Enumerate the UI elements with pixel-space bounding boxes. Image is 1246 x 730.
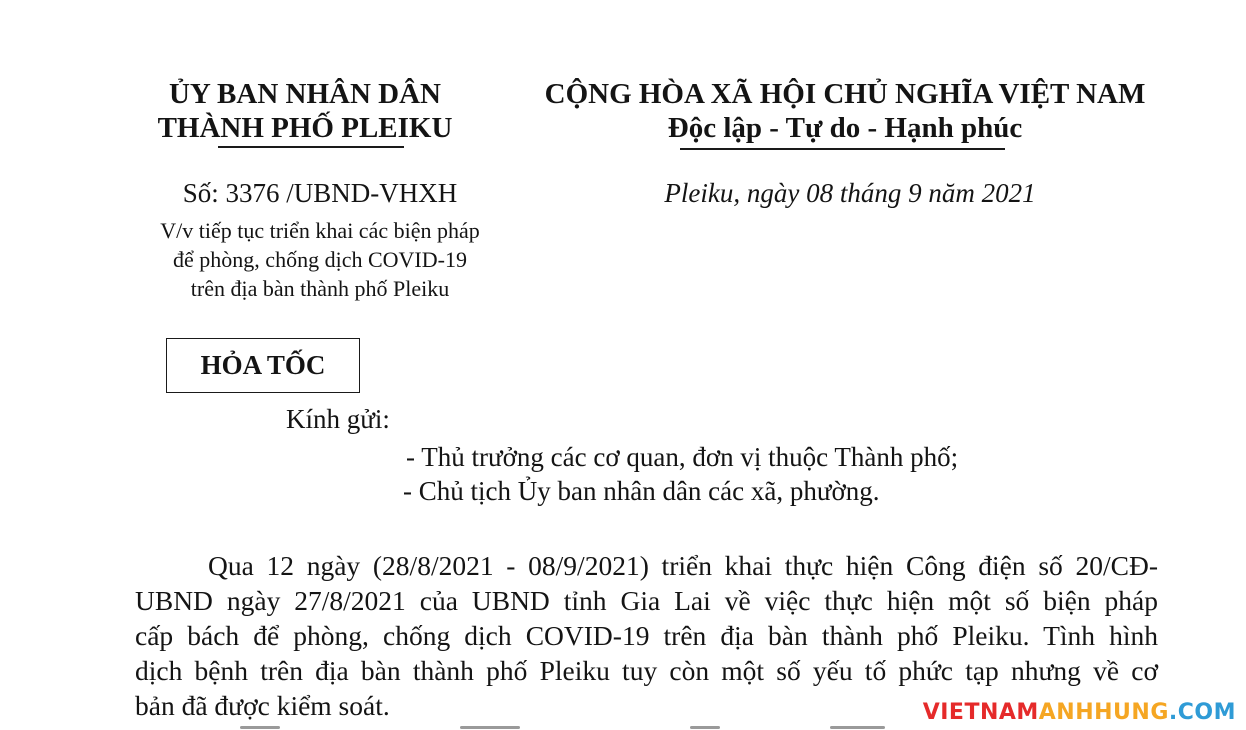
watermark-part3: .COM <box>1168 700 1236 725</box>
issuing-org-underline <box>218 146 404 148</box>
urgency-stamp: HỎA TỐC <box>166 338 360 393</box>
watermark-part1: VIETNAM <box>922 700 1039 725</box>
recipient-item: - Chủ tịch Ủy ban nhân dân các xã, phường. <box>403 476 880 506</box>
issuing-org-line2: THÀNH PHỐ PLEIKU <box>157 112 453 144</box>
document-subject <box>130 216 510 303</box>
body-line-last: bản đã được kiểm soát. <box>135 690 390 721</box>
subject-line: V/v tiếp tục triển khai các biện pháp <box>160 218 480 243</box>
place-and-date: Pleiku, ngày 08 tháng 9 năm 2021 <box>664 178 1036 208</box>
document-number: Số: 3376 /UBND-VHXH <box>182 178 458 208</box>
body-line: cấp bách để phòng, chống dịch COVID-19 trên địa bàn thành phố Pleiku. Tình hình <box>135 620 1158 651</box>
body-line: UBND ngày 27/8/2021 của UBND tỉnh Gia Lai về việc thực hiện một số biện pháp <box>135 585 1158 616</box>
greeting: Kính gửi: <box>286 404 390 434</box>
body-line: dịch bệnh trên địa bàn thành phố Pleiku tuy còn một số yếu tố phức tạp nhưng về cơ <box>135 655 1158 686</box>
watermark-logo <box>923 700 1236 725</box>
issuing-org-line1: ỦY BAN NHÂN DÂN <box>168 78 441 110</box>
watermark-part2: ANHHUNG <box>1038 700 1169 725</box>
national-title: CỘNG HÒA XÃ HỘI CHỦ NGHĨA VIỆT NAM <box>544 78 1146 110</box>
body-line: Qua 12 ngày (28/8/2021 - 08/9/2021) triển khai thực hiện Công điện số 20/CĐ- <box>208 550 1158 581</box>
subject-line: trên địa bàn thành phố Pleiku <box>190 276 450 301</box>
recipient-item: - Thủ trưởng các cơ quan, đơn vị thuộc Thành phố; <box>406 442 959 472</box>
national-motto: Độc lập - Tự do - Hạnh phúc <box>667 112 1023 144</box>
subject-line: để phòng, chống dịch COVID-19 <box>173 247 467 272</box>
national-motto-underline <box>680 148 1005 150</box>
